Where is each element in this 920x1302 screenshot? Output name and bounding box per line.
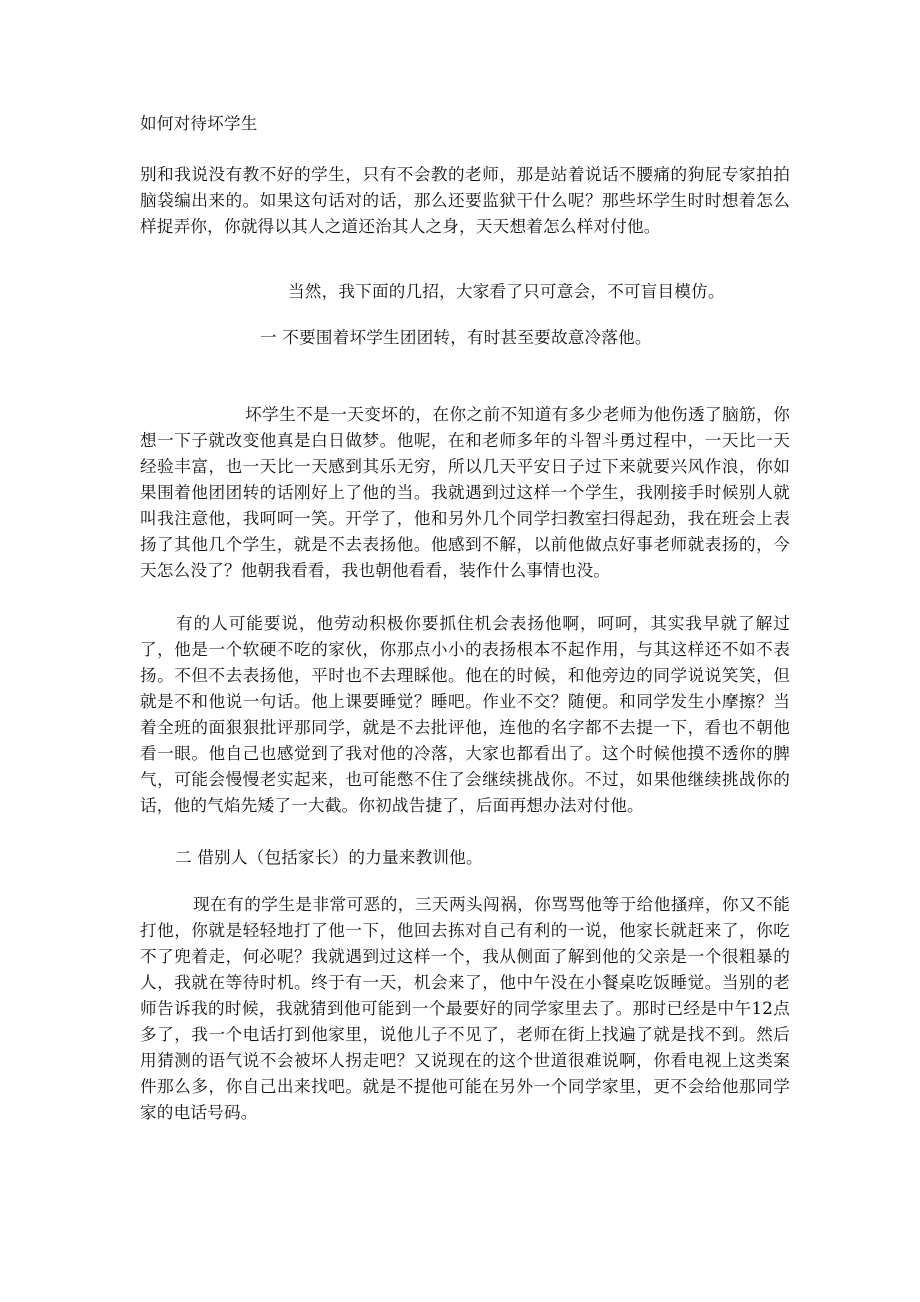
document-title: 如何对待坏学生 (140, 114, 258, 133)
section-two-paragraph: 现在有的学生是非常可恶的，三天两头闯祸，你骂骂他等于给他搔痒，你又不能打他，你就是轻轻地打了他一下，他回去拣对自己有利的一说，他家长就赶来了，你吃不了兜着走，何必呢？我就遇到过这样一个，我从侧面了解到他的父亲是一个很粗暴的人，我就在等待时机。终于有一天，机会来了，他中午没在小餐桌吃饭睡觉。当别的老师告诉我的时候，我就猜到他可能到一个最要好的同学家里去了。那时已经是中午12点多了，我一个电话打到他家里，说他儿子不见了，老师在街上找遍了就是找不到。然后用猜测的语气说不会被坏人拐走吧？又说现在的这个世道很难说啊，你看电视上这类案件那么多，你自己出来找吧。就是不提他可能在另外一个同学家里，更不会给他那同学家的电话号码。 (140, 895, 790, 1122)
section-heading-one: 一 不要围着坏学生团团转，有时甚至要故意冷落他。 (260, 328, 652, 347)
section-one-paragraph: 有的人可能要说，他劳动积极你要抓住机会表扬他啊，呵呵，其实我早就了解过了，他是一个软硬不吃的家伙，你那点小小的表扬根本不起作用，与其这样还不如不表扬。不但不去表扬他，平时也不去理睬他。他在的时候，和他旁边的同学说说笑笑，但就是不和他说一句话。他上课要睡觉？睡吧。作业不交？随便。和同学发生小摩擦？当着全班的面狠狠批评那同学，就是不去批评他，连他的名字都不去提一下，看也不朝他看一眼。他自己也感觉到了我对他的冷落，大家也都看出了。这个时候他摸不透你的脾气，可能会慢慢老实起来，也可能憋不住了会继续挑战你。不过，如果他继续挑战你的话，他的气焰先矮了一大截。你初战告捷了，后面再想办法对付他。 (140, 614, 790, 815)
section-one-paragraph: 坏学生不是一天变坏的，在你之前不知道有多少老师为他伤透了脑筋，你想一下子就改变他真是白日做梦。他呢，在和老师多年的斗智斗勇过程中，一天比一天经验丰富，也一天比一天感到其乐无穷，所以几天平安日子过下来就要兴风作浪，你如果围着他团团转的话刚好上了他的当。我就遇到过这样一个学生，我刚接手时候别人就叫我注意他，我呵呵一笑。开学了，他和另外几个同学扫教室扫得起劲，我在班会上表扬了其他几个学生，就是不去表扬他。他感到不解，以前他做点好事老师就表扬的，今天怎么没了？他朝我看看，我也朝他看看，装作什么事情也没。 (140, 405, 790, 580)
intro-paragraph: 别和我说没有教不好的学生，只有不会教的老师，那是站着说话不腰痛的狗屁专家拍拍脑袋编出来的。如果这句话对的话，那么还要监狱干什么呢？那些坏学生时时想着怎么样捉弄你，你就得以其人之道还治其人之身，天天想着怎么样对付他。 (140, 165, 790, 236)
section-heading-two: 二 借别人（包括家长）的力量来教训他。 (175, 848, 483, 867)
disclaimer-note: 当然，我下面的几招，大家看了只可意会，不可盲目模仿。 (288, 282, 725, 301)
